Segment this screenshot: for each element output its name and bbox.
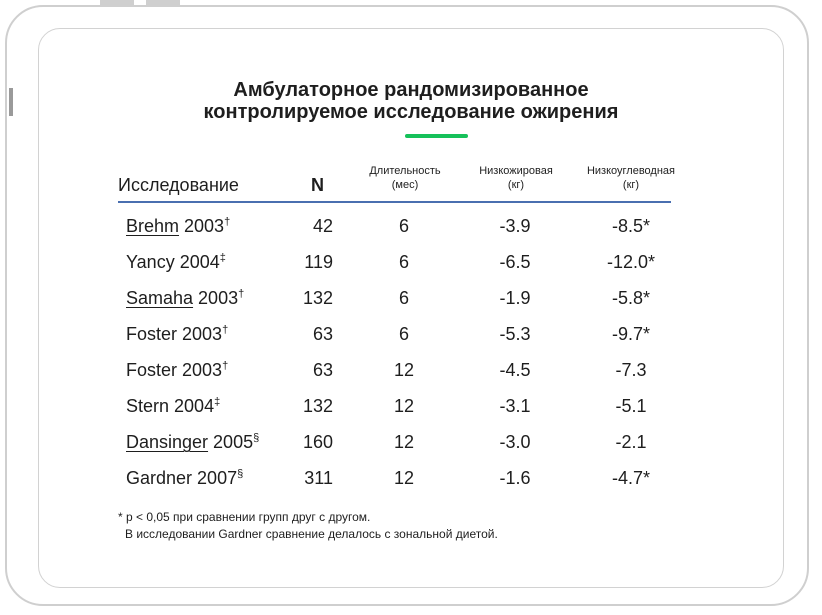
study-name: Dansinger	[126, 432, 209, 452]
duration-cell: 6	[398, 324, 409, 344]
slide-title-line-1: Амбулаторное рандомизированное	[233, 79, 589, 101]
lowfat-cell: -3.0	[499, 432, 531, 452]
lowcarb-cell: -9.7*	[611, 324, 651, 344]
header-lowfat-unit: (кг)	[507, 179, 525, 191]
n-cell: 132	[302, 396, 333, 416]
study-cell	[126, 216, 230, 237]
duration-cell: 6	[398, 288, 409, 308]
study-cell	[126, 252, 226, 273]
duration-cell: 12	[393, 468, 415, 488]
lowfat-cell: -6.5	[499, 252, 531, 272]
study-name: Foster	[126, 324, 178, 344]
header-lowcarb-label: Низкоуглеводная	[586, 165, 676, 177]
study-cell	[126, 360, 228, 381]
study-year: 2004	[169, 396, 215, 416]
lowfat-cell: -1.9	[499, 288, 531, 308]
duration-cell: 6	[398, 252, 409, 272]
lowcarb-cell: -5.1	[615, 396, 647, 416]
study-name: Foster	[126, 360, 178, 380]
study-footnote-mark: §	[253, 432, 260, 444]
table-row	[0, 288, 822, 318]
lowfat-cell: -1.6	[499, 468, 531, 488]
slide-title-line-2: контролируемое исследование ожирения	[203, 101, 619, 123]
study-year: 2007	[192, 468, 238, 488]
study-name: Gardner	[126, 468, 193, 488]
n-cell: 160	[302, 432, 333, 452]
study-name: Yancy	[126, 252, 175, 272]
header-n: N	[311, 175, 324, 195]
lowcarb-cell: -2.1	[615, 432, 647, 452]
n-cell: 119	[304, 252, 333, 272]
study-footnote-mark: †	[224, 216, 231, 228]
footnote-significance: * p < 0,05 при сравнении групп друг с другом.	[118, 510, 371, 524]
study-cell	[126, 396, 220, 417]
study-year: 2003	[177, 324, 223, 344]
study-name: Brehm	[126, 216, 180, 236]
header-lowcarb-unit: (кг)	[622, 179, 640, 191]
lowfat-cell: -3.1	[499, 396, 531, 416]
study-year: 2005	[208, 432, 254, 452]
study-year: 2004	[174, 252, 220, 272]
study-name: Samaha	[126, 288, 194, 308]
footnote-gardner: В исследовании Gardner сравнение делалось с зональной диетой.	[125, 527, 498, 541]
study-cell	[126, 324, 228, 345]
table-row	[0, 324, 822, 354]
study-footnote-mark: †	[222, 324, 229, 336]
study-cell	[126, 468, 243, 489]
header-lowfat-label: Низкожировая	[479, 165, 553, 177]
duration-cell: 12	[393, 396, 415, 416]
lowfat-cell: -4.5	[499, 360, 531, 380]
table-row	[0, 216, 822, 246]
study-footnote-mark: ‡	[219, 252, 226, 264]
study-footnote-mark: †	[222, 360, 229, 372]
lowcarb-cell: -7.3	[615, 360, 647, 380]
duration-cell: 6	[398, 216, 409, 236]
study-cell	[126, 288, 244, 309]
duration-cell: 12	[393, 360, 415, 380]
lowcarb-cell: -8.5*	[611, 216, 651, 236]
header-duration-unit: (мес)	[391, 179, 419, 191]
title-accent-bar	[405, 134, 468, 138]
lowcarb-cell: -4.7*	[611, 468, 651, 488]
lowcarb-cell: -12.0*	[606, 252, 656, 272]
header-lowcarb	[574, 164, 688, 192]
study-year: 2003	[179, 216, 225, 236]
lowfat-cell: -3.9	[499, 216, 531, 236]
table-row	[0, 468, 822, 498]
duration-cell: 12	[393, 432, 415, 452]
study-cell	[126, 432, 259, 453]
header-duration	[360, 164, 450, 192]
table-row	[0, 360, 822, 390]
n-cell: 311	[304, 468, 333, 488]
lowfat-cell: -5.3	[499, 324, 531, 344]
n-cell: 42	[312, 216, 333, 236]
table-row	[0, 432, 822, 462]
slide-title	[0, 79, 822, 123]
study-footnote-mark: †	[238, 288, 245, 300]
header-lowfat	[468, 164, 564, 192]
header-study: Исследование	[118, 175, 239, 195]
lowcarb-cell: -5.8*	[611, 288, 651, 308]
study-footnote-mark: ‡	[214, 396, 221, 408]
table-row	[0, 396, 822, 426]
n-cell: 132	[302, 288, 333, 308]
n-cell: 63	[312, 324, 333, 344]
study-year: 2003	[193, 288, 239, 308]
header-duration-label: Длительность	[369, 165, 441, 177]
study-footnote-mark: §	[237, 468, 244, 480]
n-cell: 63	[312, 360, 333, 380]
header-rule	[118, 201, 671, 203]
table-row	[0, 252, 822, 282]
study-year: 2003	[177, 360, 223, 380]
study-name: Stern	[126, 396, 170, 416]
